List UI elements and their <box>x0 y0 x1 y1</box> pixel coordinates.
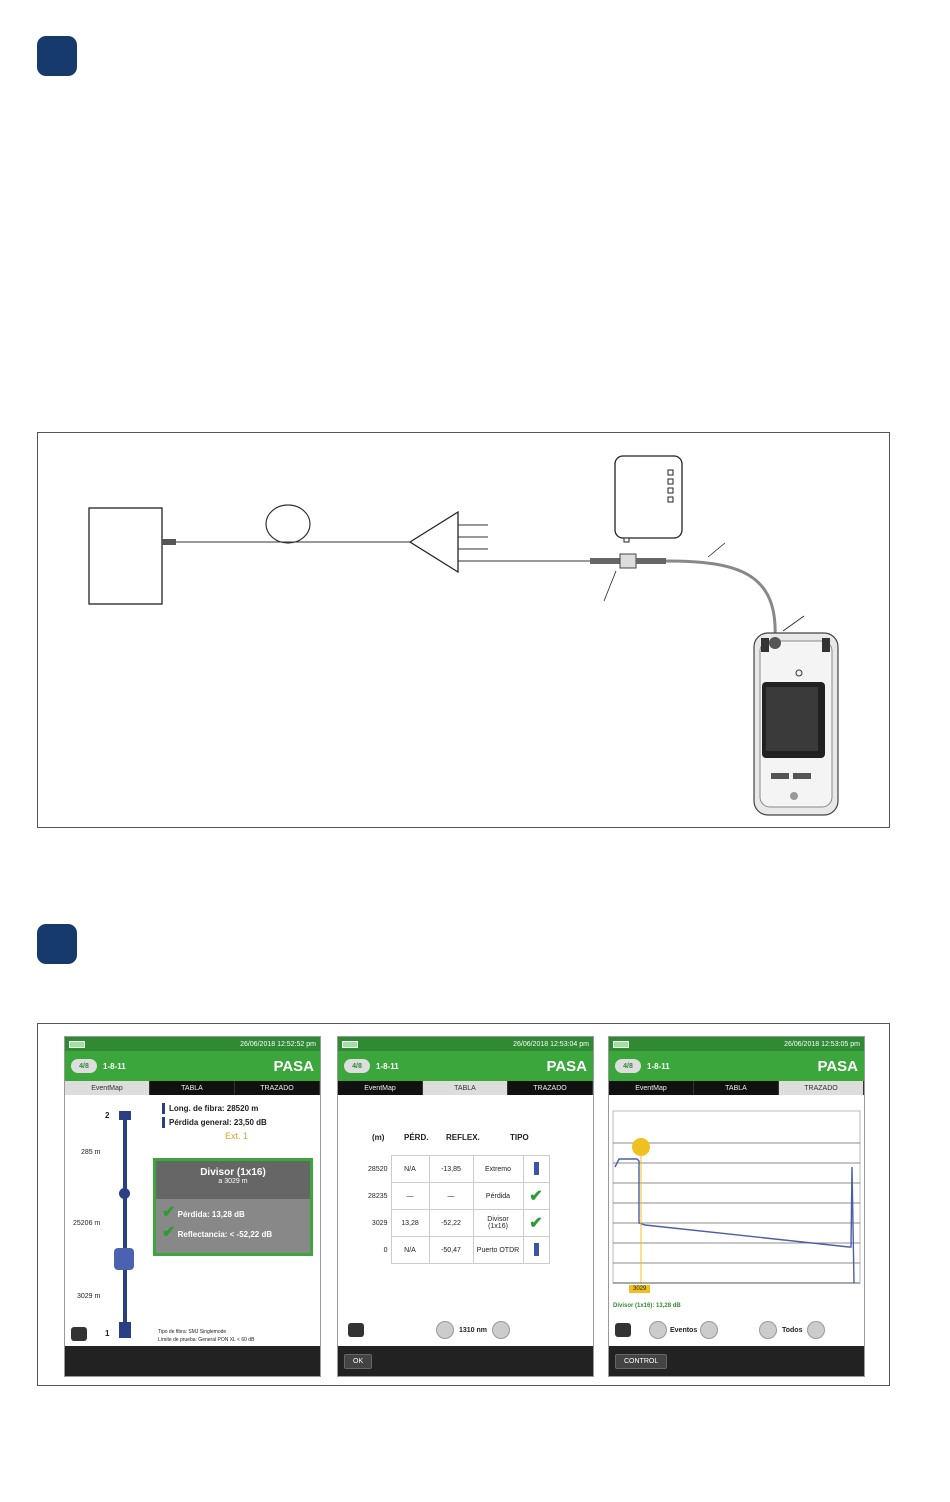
fiber-id: 1-8-11 <box>103 1061 126 1071</box>
otdr-trace-plot[interactable] <box>609 1107 864 1307</box>
menu-button[interactable] <box>615 1323 631 1337</box>
screen-trace <box>608 1036 865 1377</box>
start-node-icon[interactable] <box>119 1322 131 1338</box>
ext-label: Ext. 1 <box>225 1131 249 1141</box>
cell-type: Divisor (1x16) <box>473 1210 523 1237</box>
datetime: 26/06/2018 12:52:52 pm <box>240 1040 316 1048</box>
fiber-id: 1-8-11 <box>376 1061 399 1071</box>
events-control <box>649 1321 718 1339</box>
col-type: TIPO <box>510 1133 529 1142</box>
prev-wavelength-button[interactable] <box>436 1321 454 1339</box>
step-badge-1 <box>37 36 77 76</box>
splitter-event-icon[interactable] <box>114 1248 134 1270</box>
table-row[interactable] <box>343 1237 549 1264</box>
tab-tabla[interactable]: TABLA <box>694 1081 779 1095</box>
adapter <box>620 554 636 568</box>
check-icon: ✔ <box>162 1204 176 1221</box>
result-header <box>609 1051 864 1081</box>
prev-event-button[interactable] <box>649 1321 667 1339</box>
event-summary: Divisor (1x16): 13,28 dB <box>613 1303 681 1309</box>
event-callout[interactable] <box>153 1158 313 1256</box>
cursor-distance: 3029 <box>629 1285 650 1293</box>
tab-trazado[interactable]: TRAZADO <box>508 1081 593 1095</box>
prev-all-button[interactable] <box>759 1321 777 1339</box>
control-button[interactable]: CONTROL <box>615 1354 667 1369</box>
table-row[interactable] <box>343 1210 549 1237</box>
footer-bar <box>338 1346 593 1376</box>
total-loss: Pérdida general: 23,50 dB <box>169 1118 267 1127</box>
cell-m: 28520 <box>368 1165 388 1173</box>
map-distance-1: 285 m <box>81 1149 101 1156</box>
tab-eventmap[interactable]: EventMap <box>609 1081 694 1095</box>
cell-reflect: -52,22 <box>429 1210 473 1237</box>
adapter-left <box>590 558 620 564</box>
ont-box <box>89 508 162 604</box>
table-row[interactable] <box>343 1156 549 1183</box>
status-bar <box>609 1037 864 1051</box>
check-icon: ✔ <box>529 1215 543 1232</box>
wavelength-control <box>436 1321 510 1339</box>
all-label: Todos <box>782 1326 803 1334</box>
cell-type: Extremo <box>473 1156 523 1183</box>
screen-table <box>337 1036 594 1377</box>
map-distance-2: 25206 m <box>73 1220 101 1227</box>
fiber-pill[interactable]: 4/8 <box>615 1059 641 1073</box>
ont-connector <box>162 539 176 545</box>
cursor-marker-icon <box>632 1138 650 1156</box>
result-status: PASA <box>817 1057 858 1075</box>
event-map-line <box>123 1113 127 1331</box>
result-header <box>338 1051 593 1081</box>
map-node-top: 2 <box>105 1111 110 1120</box>
events-table <box>343 1155 550 1264</box>
fiber-pill[interactable]: 4/8 <box>71 1059 97 1073</box>
cell-loss: N/A <box>391 1156 429 1183</box>
cell-reflect: -50,47 <box>429 1237 473 1264</box>
datetime: 26/06/2018 12:53:04 pm <box>513 1040 589 1048</box>
callout-loss: Pérdida: 13,28 dB <box>177 1210 245 1219</box>
cell-type: Puerto OTDR <box>473 1237 523 1264</box>
connector-icon <box>534 1243 539 1256</box>
callout-header <box>156 1161 310 1199</box>
col-reflect: REFLEX. <box>446 1133 480 1142</box>
status-bar <box>65 1037 320 1051</box>
next-all-button[interactable] <box>807 1321 825 1339</box>
tab-bar <box>65 1081 320 1095</box>
legend-bar-1 <box>162 1103 165 1114</box>
tab-tabla[interactable]: TABLA <box>150 1081 235 1095</box>
legend-bar-2 <box>162 1117 165 1128</box>
connection-diagram-svg <box>38 433 891 829</box>
cell-type: Pérdida <box>473 1183 523 1210</box>
port-callout <box>783 616 804 631</box>
cell-reflect: -13,85 <box>429 1156 473 1183</box>
cell-loss: — <box>391 1183 429 1210</box>
result-header <box>65 1051 320 1081</box>
footer-bar <box>609 1346 864 1376</box>
fiber-spool <box>266 505 310 543</box>
launch-fiber-callout <box>708 543 725 557</box>
menu-button[interactable] <box>348 1323 364 1337</box>
adapter-callout <box>604 571 616 601</box>
fiber-length: Long. de fibra: 28520 m <box>169 1104 259 1113</box>
wavelength-value: 1310 nm <box>459 1326 488 1334</box>
callout-subtitle: a 3029 m <box>218 1178 248 1185</box>
table-row[interactable] <box>343 1183 549 1210</box>
footer-bar <box>65 1346 320 1376</box>
datetime: 26/06/2018 12:53:05 pm <box>784 1040 860 1048</box>
cell-m: 3029 <box>371 1219 388 1227</box>
tab-trazado[interactable]: TRAZADO <box>779 1081 864 1095</box>
col-loss: PÉRD. <box>404 1133 429 1142</box>
cell-reflect: — <box>429 1183 473 1210</box>
cell-loss: 13,28 <box>391 1210 429 1237</box>
battery-icon <box>342 1041 358 1048</box>
map-distance-3: 3029 m <box>77 1293 101 1300</box>
event-node-icon[interactable] <box>119 1188 130 1199</box>
otdr-tester-device <box>754 633 838 815</box>
callout-reflectance: Reflectancia: < -52,22 dB <box>177 1230 273 1239</box>
all-control <box>759 1321 825 1339</box>
check-icon: ✔ <box>162 1224 176 1241</box>
callout-title: Divisor (1x16) <box>200 1167 266 1178</box>
map-node-bottom: 1 <box>105 1329 110 1338</box>
status-bar <box>338 1037 593 1051</box>
cell-loss: N/A <box>391 1237 429 1264</box>
fiber-type: Tipo de fibra: SMJ Singlemode <box>158 1329 227 1335</box>
splitter <box>410 512 458 572</box>
ok-button[interactable]: OK <box>344 1354 372 1369</box>
fiber-pill[interactable]: 4/8 <box>344 1059 370 1073</box>
menu-button[interactable] <box>71 1327 87 1341</box>
screen-eventmap <box>64 1036 321 1377</box>
cell-m: 0 <box>383 1246 388 1254</box>
tab-tabla[interactable]: TABLA <box>423 1081 508 1095</box>
end-node-icon[interactable] <box>119 1111 131 1120</box>
tab-trazado[interactable]: TRAZADO <box>235 1081 320 1095</box>
connector-icon <box>534 1162 539 1175</box>
step-badge-2 <box>37 924 77 964</box>
result-status: PASA <box>546 1057 587 1075</box>
callout-body <box>156 1199 310 1253</box>
screens-panel <box>37 1023 890 1386</box>
check-icon: ✔ <box>529 1188 543 1205</box>
next-event-button[interactable] <box>700 1321 718 1339</box>
fiber-id: 1-8-11 <box>647 1061 670 1071</box>
battery-icon <box>69 1041 85 1048</box>
tab-eventmap[interactable]: EventMap <box>65 1081 150 1095</box>
col-m: (m) <box>372 1133 385 1142</box>
events-label: Eventos <box>670 1326 698 1334</box>
cell-m: 28235 <box>368 1192 388 1200</box>
battery-icon <box>613 1041 629 1048</box>
next-wavelength-button[interactable] <box>492 1321 510 1339</box>
tab-bar <box>609 1081 864 1095</box>
launch-fiber <box>666 561 775 638</box>
result-status: PASA <box>273 1057 314 1075</box>
adapter-right <box>636 558 666 564</box>
connection-diagram <box>37 432 890 828</box>
tab-bar <box>338 1081 593 1095</box>
tab-eventmap[interactable]: EventMap <box>338 1081 423 1095</box>
test-limit: Límite de prueba: General PON XL < 60 dB <box>158 1337 255 1343</box>
